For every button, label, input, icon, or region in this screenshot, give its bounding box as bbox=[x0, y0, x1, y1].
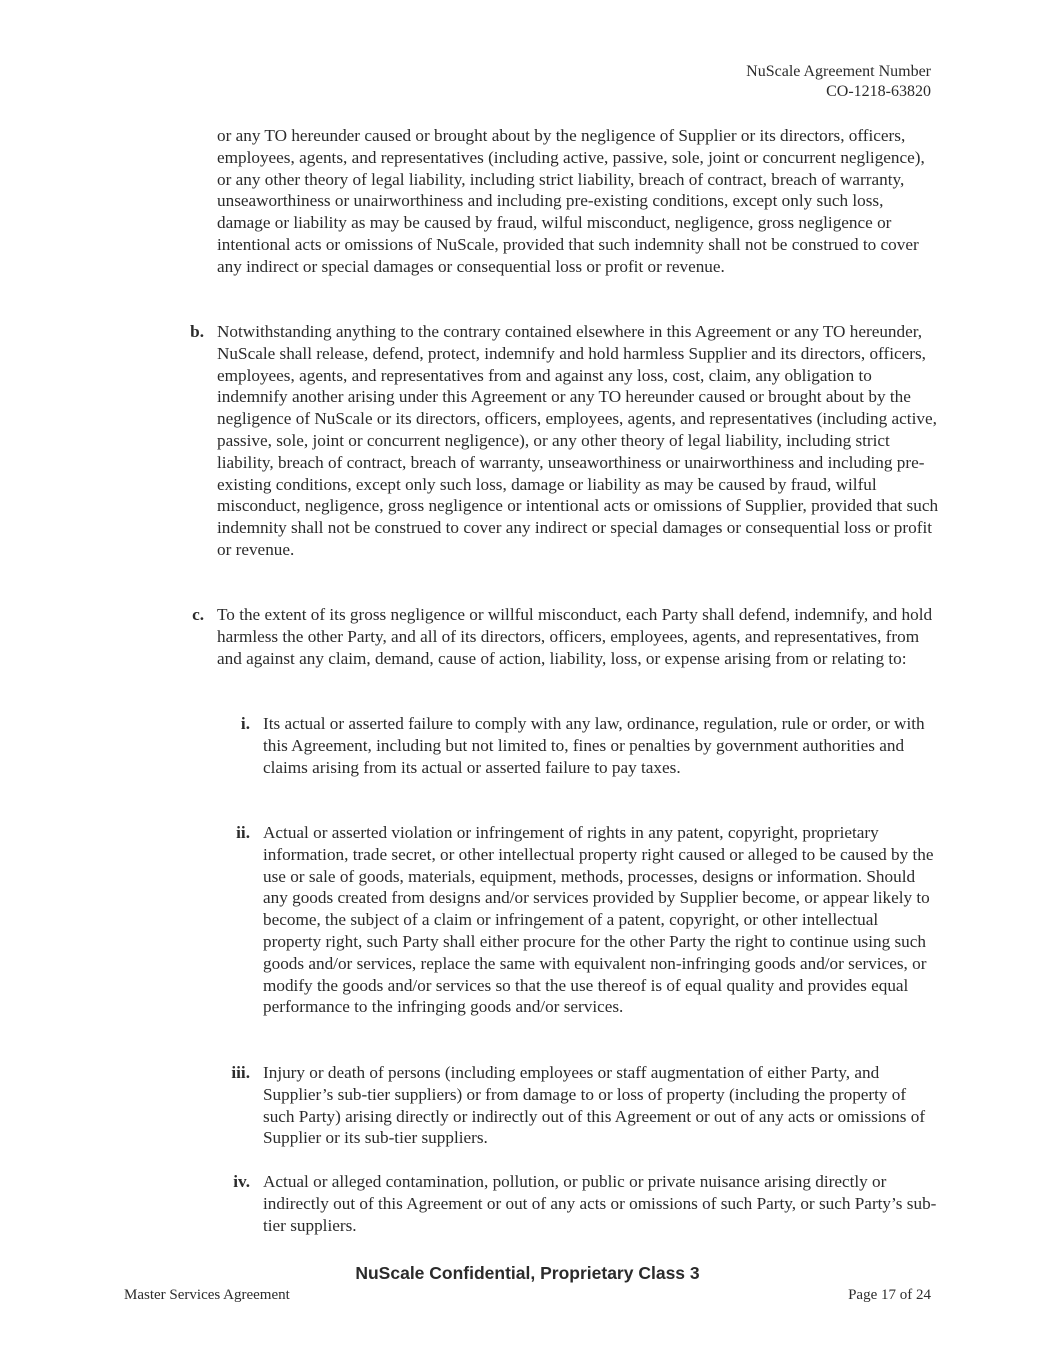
sub-iv-text: Actual or alleged contamination, pollution, or public or private nuisance arising directly or indirectly out of this Agreement or out of any acts or omissions of such Party, or such Party’s sub-tier suppliers. bbox=[263, 1172, 937, 1235]
item-b-marker: b. bbox=[190, 322, 204, 341]
item-c-marker: c. bbox=[192, 605, 204, 624]
sub-iv-paragraph bbox=[263, 1171, 939, 1236]
agreement-number-label: NuScale Agreement Number bbox=[746, 63, 931, 80]
page-number: Page 17 of 24 bbox=[848, 1287, 931, 1303]
agreement-number: CO-1218-63820 bbox=[826, 83, 931, 100]
item-b-text: Notwithstanding anything to the contrary contained elsewhere in this Agreement or any TO hereunder, NuScale shall release, defend, protect, indemnify and hold harmless Supplier and its directors, officers, employees, agents, and representatives from and against any loss, cost, claim, any obligation to indemnify another arising under this Agreement or any TO hereunder caused or brought about by the negligence of NuScale or its directors, officers, employees, agents, and representatives (including active, passive, sole, joint or concurrent negligence), or any other theory of legal liability, including strict liability, breach of contract, breach of warranty, unseaworthiness or unairworthiness and including pre-existing conditions, except only such loss, damage or liability as may be caused by fraud, wilful misconduct, negligence, gross negligence or intentional acts or omissions of Supplier, provided that such indemnity shall not be construed to cover any indirect or special damages or consequential loss or profit or revenue. bbox=[217, 322, 939, 559]
continuation-paragraph bbox=[217, 125, 939, 278]
confidentiality-notice: NuScale Confidential, Proprietary Class 3 bbox=[355, 1263, 700, 1283]
sub-i-paragraph bbox=[263, 713, 939, 778]
sub-iii-paragraph bbox=[263, 1062, 939, 1149]
continuation-text: or any TO hereunder caused or brought about by the negligence of Supplier or its directors, officers, employees, agents, and representatives (including active, passive, sole, joint or concurrent negligence), or any other theory of legal liability, including strict liability, breach of contract, breach of warranty, unseaworthiness or unairworthiness and including pre-existing conditions, except only such loss, damage or liability as may be caused by fraud, wilful misconduct, negligence, gross negligence or intentional acts or omissions of NuScale, provided that such indemnity shall not be construed to cover any indirect or special damages or consequential loss or profit or revenue. bbox=[217, 126, 925, 276]
item-c-paragraph bbox=[217, 604, 939, 669]
sub-i-marker: i. bbox=[240, 714, 250, 733]
sub-ii-marker: ii. bbox=[236, 823, 250, 842]
sub-iii-text: Injury or death of persons (including employees or staff augmentation of either Party, and Supplier’s sub-tier suppliers) or from damage to or loss of property (including the property of such Party) arising directly or indirectly out of this Agreement or out of any acts or omissions of Supplier or its sub-tier suppliers. bbox=[263, 1063, 926, 1148]
item-c-text: To the extent of its gross negligence or willful misconduct, each Party shall defend, indemnify, and hold harmless the other Party, and all of its directors, officers, employees, agents, and representatives, from and against any claim, demand, cause of action, liability, loss, or expense arising from or relating to: bbox=[217, 605, 933, 668]
sub-iii-marker: iii. bbox=[231, 1063, 250, 1082]
sub-ii-paragraph bbox=[263, 822, 939, 1018]
sub-ii-text: Actual or asserted violation or infringement of rights in any patent, copyright, proprietary information, trade secret, or other intellectual property right caused or alleged to be caused by the use or sale of goods, materials, equipment, methods, processes, designs or information. Should any goods created from designs and/or services provided by Supplier become, or appear likely to become, the subject of a claim or infringement of a patent, copyright, or other intellectual property right, such Party shall either procure for the other Party the right to continue using such goods and/or services, replace the same with equivalent non-infringing goods and/or services, or modify the goods and/or services so that the use thereof is of equal quality and provides equal performance to the infringing goods and/or services. bbox=[263, 823, 934, 1017]
sub-iv-marker: iv. bbox=[233, 1172, 250, 1191]
sub-i-text: Its actual or asserted failure to comply with any law, ordinance, regulation, rule or order, or with this Agreement, including but not limited to, fines or penalties by government authorities and claims arising from its actual or asserted failure to pay taxes. bbox=[263, 714, 925, 777]
document-title: Master Services Agreement bbox=[124, 1287, 290, 1303]
item-b-paragraph bbox=[217, 321, 939, 561]
page-header bbox=[746, 62, 931, 102]
